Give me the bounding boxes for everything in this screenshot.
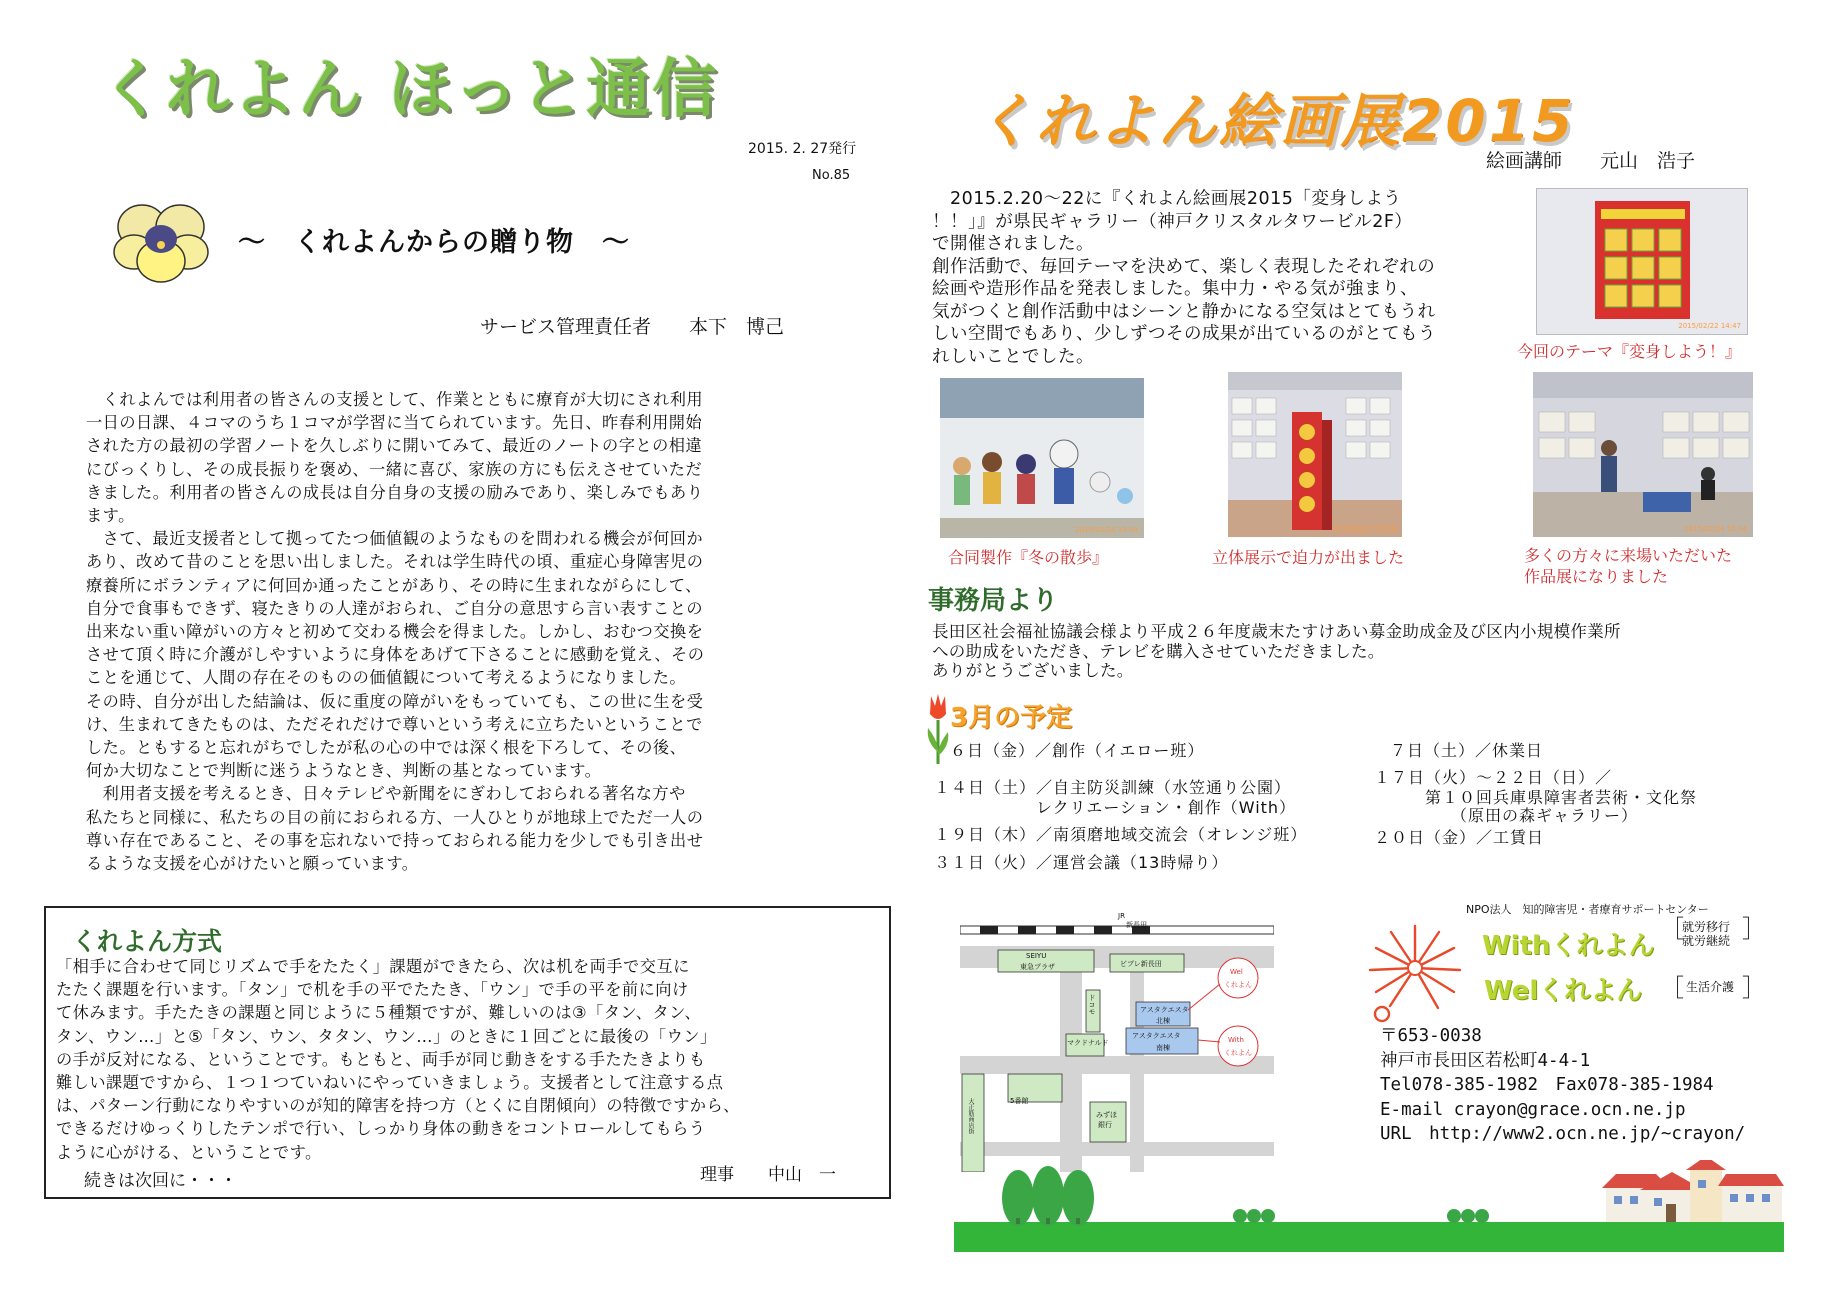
- intro-line: ！！」』が県民ギャラリー（神戸クリスタルタワービル2F）: [932, 211, 1413, 232]
- map-label: With: [1228, 1036, 1244, 1044]
- newsletter-title: くれよん ほっと通信: [100, 52, 719, 127]
- phone-fax: Tel078-385-1982 Fax078-385-1984: [1380, 1075, 1714, 1095]
- website-url: URL http://www2.ocn.ne.jp/~crayon/: [1380, 1124, 1746, 1144]
- body-line: ます。: [86, 506, 135, 526]
- instructor-credit: 絵画講師 元山 浩子: [1486, 150, 1696, 172]
- with-service: 就労移行: [1682, 920, 1731, 934]
- body-line: させて頂く時に介護がしやすいように身体をあげて下さることに感動を覚え、その: [86, 645, 705, 665]
- wel-crayon-name: Welくれよん: [1484, 976, 1643, 1006]
- sun-logo-icon: [1360, 918, 1470, 1028]
- map-label: ビブレ新長田: [1120, 960, 1162, 968]
- map-label: SEIYU: [1026, 952, 1047, 960]
- schedule-heading: 3月の予定: [950, 703, 1073, 733]
- office-line: への助成をいただき、テレビを購入させていただきました。: [932, 641, 1385, 661]
- schedule-item: 第１０回兵庫県障害者芸術・文化祭: [1374, 788, 1698, 807]
- with-service: 就労継続: [1682, 934, 1731, 948]
- body-line: 利用者支援を考えるとき、日々テレビや新聞をにぎわしておられる著名な方や: [86, 784, 686, 804]
- map-label: くれよん: [1224, 1049, 1252, 1057]
- body-line: きました。利用者の皆さんの成長は自分自身の支援の励みであり、楽しみでもあり: [86, 482, 704, 502]
- map-label: アスタクエスタ: [1140, 1006, 1189, 1014]
- issue-date: 2015. 2. 27発行: [748, 141, 857, 157]
- map-label: 北棟: [1156, 1017, 1170, 1025]
- schedule-item: ６日（金）／創作（イエロー班）: [950, 741, 1205, 760]
- pansy-flower-illustration: [112, 197, 212, 287]
- body-line: された方の最初の学習ノートを久しぶりに開いてみて、最近のノートの字との相違: [86, 436, 703, 456]
- method-line: て休みます。手たたきの課題と同じように５種類ですが、難しいのは③「タン、タン、: [56, 1003, 702, 1023]
- bracket-open: ［: [1660, 915, 1684, 943]
- 3d-display-photo: [1228, 372, 1402, 537]
- body-line: け、生まれてきたものは、ただそれだけで尊いという考えに立ちたいということで: [86, 714, 703, 734]
- ground-scenery: [954, 1160, 1794, 1260]
- map-label: ドコモ: [1088, 994, 1096, 1015]
- bracket-open: ［: [1660, 974, 1684, 1002]
- method-line: タン、ウン…」と⑤「タン、ウン、タタン、ウン…」のときに１回ごとに最後の「ウン」: [56, 1026, 717, 1046]
- body-line: 何か大切なことで判断に迷うようなとき、判断の基となっています。: [86, 761, 602, 781]
- method-line: できるだけゆっくりしたテンポで行い、しっかり身体の動きをコントロールしてもらう: [56, 1119, 706, 1139]
- joint-artwork-caption: 合同製作『冬の散歩』: [948, 548, 1109, 567]
- schedule-item: レクリエーション・創作（With）: [934, 798, 1297, 817]
- org-name: NPO法人 知的障害児・者療育サポートセンター: [1466, 903, 1709, 916]
- map-label: JR: [1118, 912, 1125, 920]
- joint-artwork-photo: [940, 378, 1144, 538]
- access-map: [960, 906, 1274, 1172]
- body-line: さて、最近支援者として拠ってたつ価値観のようなものを問われる機会が何回か: [86, 529, 704, 549]
- body-line: にびっくりし、その成長振りを褒め、一緒に喜び、家族の方にも伝えさせていただ: [86, 459, 703, 479]
- continued-note: 続きは次回に・・・: [84, 1171, 237, 1191]
- 3d-display-caption: 立体展示で迫力が出ました: [1212, 548, 1405, 567]
- exhibition-title: くれよん絵画展2015: [975, 87, 1576, 155]
- body-line: ことを通じて、人間の存在そのものの価値観について考えるようになりました。: [86, 668, 687, 688]
- method-line: 難しい課題ですから、１つ１つていねいにやっていきましょう。支援者として注意する点: [56, 1073, 724, 1093]
- with-crayon-name: Withくれよん: [1482, 931, 1655, 961]
- body-line: した。ともすると忘れがちでしたが私の心の中では深く根を下ろして、その後、: [86, 738, 687, 758]
- bracket-close: ］: [1742, 974, 1766, 1002]
- map-label: 大正筋商店街: [967, 1098, 974, 1134]
- intro-line: で開催されました。: [932, 234, 1094, 254]
- body-line: くれよんでは利用者の皆さんの支援として、作業とともに療育が大切にされ利用: [86, 390, 704, 409]
- contact-info: [1380, 1024, 1745, 1147]
- schedule-item: １７日（火）～２２日（日）／: [1374, 768, 1613, 787]
- body-line: 療養所にボランティアに何回か通ったことがあり、その時に生まれながらにして、: [86, 575, 702, 595]
- map-label: 新長田: [1126, 921, 1147, 929]
- map-label: 南棟: [1156, 1044, 1170, 1052]
- bracket-close: ］: [1742, 915, 1766, 943]
- method-column-body: [56, 955, 884, 1164]
- body-line: 尊い存在であること、その事を忘れないで持っておられる能力を少しでも引き出せ: [86, 830, 704, 850]
- body-line: 私たちと同様に、私たちの目の前におられる方、一人ひとりが地球上でただ一人の: [86, 807, 704, 827]
- body-line: 出来ない重い障がいの方々と初めて交わる機会を得ました。しかし、おむつ交換を: [86, 622, 704, 642]
- body-line: 一日の日課、４コマのうち１コマが学習に当てられています。先日、昨春利用開始: [86, 413, 703, 433]
- method-column-title: くれよん方式: [72, 927, 223, 956]
- article-subtitle: ～ くれよんからの贈り物 ～: [238, 227, 630, 258]
- intro-line: 2015.2.20～22に『くれよん絵画展2015「変身しよう: [932, 189, 1402, 209]
- visitors-caption-line: 作品展になりました: [1524, 567, 1669, 586]
- schedule-item: １９日（木）／南須磨地域交流会（オレンジ班）: [934, 825, 1308, 844]
- body-line: 自分で食事もできず、寝たきりの人達がおられ、ご自分の意思すら言い表すことの: [86, 598, 704, 618]
- method-line: は、パターン行動になりやすいのが知的障害を持つ方（とくに自閉傾向）の特徴ですから、: [56, 1096, 740, 1116]
- address: 神戸市長田区若松町4-4-1: [1380, 1050, 1591, 1071]
- schedule-item: ７日（土）／休業日: [1390, 741, 1544, 760]
- photo-timestamp: 2015/02/24 15:04: [1075, 526, 1138, 534]
- photo-timestamp: 2015/02/20 15:56: [1333, 525, 1396, 533]
- map-label: みずほ: [1096, 1111, 1117, 1119]
- body-line: るような支援を心がけたいと願っています。: [86, 854, 419, 874]
- body-line: その時、自分が出した結論は、仮に重度の障がいをもっていても、この世に生を受: [86, 691, 704, 711]
- method-line: たたく課題を行います。「タン」で机を手の平でたたき、「ウン」で手の平を前に向け: [56, 980, 689, 1000]
- office-news-heading: 事務局より: [928, 586, 1059, 616]
- theme-photo-caption: 今回のテーマ『変身しよう！』: [1517, 342, 1742, 361]
- visitors-photo: [1533, 372, 1753, 537]
- email: E-mail crayon@grace.ocn.ne.jp: [1380, 1099, 1686, 1120]
- map-label: 東急プラザ: [1020, 963, 1055, 971]
- map-label: 銀行: [1098, 1121, 1112, 1129]
- office-line: 長田区社会福祉協議会様より平成２６年度歳末たすけあい募金助成金及び区内小規模作業所: [932, 622, 1621, 641]
- theme-photo: [1536, 188, 1748, 335]
- intro-line: 創作活動で、毎回テーマを決めて、楽しく表現したそれぞれの: [932, 256, 1436, 277]
- intro-line: 気がつくと創作活動中はシーンと静かになる空気はとてもうれ: [932, 301, 1436, 322]
- schedule-item: （原田の森ギャラリー）: [1374, 806, 1639, 825]
- issue-number: No.85: [812, 168, 851, 183]
- method-line: ように心がける、ということです。: [56, 1142, 322, 1162]
- map-label: Wel: [1230, 968, 1243, 976]
- map-label: マクドナルド: [1067, 1039, 1109, 1047]
- tulip-icon: [924, 692, 952, 766]
- intro-line: しい空間でもあり、少しずつその成果が出ているのがとてもう: [932, 324, 1436, 344]
- method-line: の手が反対になる、ということです。もともと、両手が同じ動きをする手たたきよりも: [56, 1049, 706, 1069]
- article-body: [86, 388, 866, 875]
- schedule-item: ３１日（火）／運営会議（13時帰り）: [934, 853, 1229, 872]
- office-line: ありがとうございました。: [932, 661, 1134, 680]
- visitors-caption-line: 多くの方々に来場いただいた: [1524, 546, 1733, 565]
- schedule-item: ２０日（金）／工賃日: [1374, 828, 1545, 847]
- intro-line: 絵画や造形作品を発表しました。集中力・やる気が強まり、: [932, 279, 1418, 299]
- photo-timestamp: 2015/02/22 14:47: [1678, 322, 1741, 330]
- office-news-body: [932, 622, 1621, 681]
- map-label: 5番館: [1010, 1097, 1029, 1105]
- intro-line: れしいことでした。: [932, 346, 1094, 367]
- article-author: サービス管理責任者 本下 博己: [480, 316, 785, 338]
- body-line: あり、改めて昔のことを思い出しました。それは学生時代の頃、重症心身障害児の: [86, 552, 704, 572]
- photo-timestamp: 2015/02/24 15:34: [1684, 525, 1747, 533]
- postal-code: 〒653-0038: [1380, 1026, 1482, 1046]
- column-signature: 理事 中山 一: [700, 1165, 836, 1185]
- exhibition-intro: [932, 188, 1512, 368]
- wel-service: 生活介護: [1686, 980, 1735, 994]
- method-line: 「相手に合わせて同じリズムで手をたたく」課題ができたら、次は机を両手で交互に: [56, 957, 690, 976]
- schedule-item: １４日（土）／自主防災訓練（水笠通り公園）: [934, 778, 1292, 797]
- visitors-caption: [1524, 545, 1732, 587]
- map-label: アスタクエスタ: [1132, 1032, 1181, 1040]
- map-label: くれよん: [1224, 981, 1252, 989]
